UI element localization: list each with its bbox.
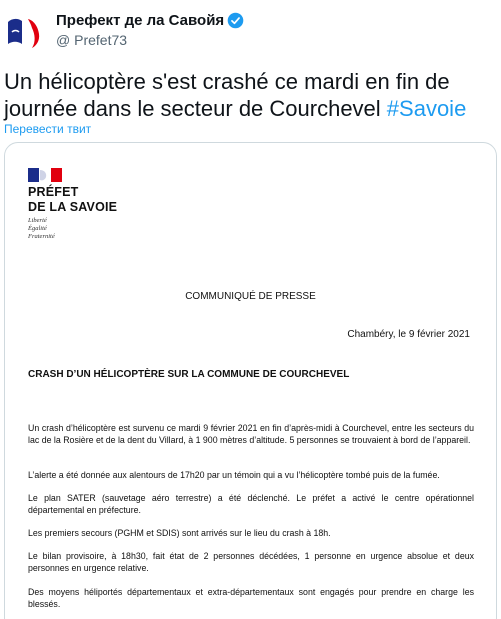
paragraph-6: Des moyens héliportés départementaux et extra-départementaux sont engagés pour prendre en charge les blessés. [28, 587, 474, 609]
prefecture-title-line1: PRÉFET [28, 185, 79, 199]
motto-fraternite: Fraternité [28, 233, 55, 240]
tweet-text [4, 68, 498, 122]
republic-motto [28, 217, 55, 241]
translate-tweet-link[interactable]: Перевести твит [4, 122, 92, 136]
press-release-document [5, 143, 496, 619]
avatar[interactable] [2, 8, 50, 56]
motto-egalite: Égalité [28, 225, 47, 232]
paragraph-3: Le plan SATER (sauvetage aéro terrestre) a été déclenché. Le préfet a activé le centre opérationnel départemental en préfecture. [28, 493, 474, 515]
prefecture-title-line2: DE LA SAVOIE [28, 200, 118, 214]
tweet-text-body: Un hélicoptère s'est crashé ce mardi en fin de journée dans le secteur de Courchevel [4, 69, 450, 121]
paragraph-1: Un crash d’hélicoptère est survenu ce mardi 9 février 2021 en fin d’après-midi à Courchevel, entre les secteurs du lac de la Rosière et de la dent du Villard, à 1 900 mètres d’altitude. 5 personnes se trouvaient à bord de l’appareil. [28, 423, 474, 445]
hashtag-link[interactable]: #Savoie [386, 96, 467, 121]
display-name[interactable]: Префект де ла Савойя [56, 12, 225, 29]
account-handle[interactable]: @ Prefet73 [56, 32, 128, 48]
communique-label: COMMUNIQUÉ DE PRESSE [185, 291, 316, 302]
paragraph-5: Le bilan provisoire, à 18h30, fait état de 2 personnes décédées, 1 personne en urgence absolue et deux personnes en urgence relative. [28, 551, 474, 573]
prefecture-title [28, 185, 117, 215]
paragraph-2: L’alerte a été donnée aux alentours de 17h20 par un témoin qui a vu l’hélicoptère tombé puis de la fumée. [28, 470, 440, 480]
prefecture-logo-icon [2, 8, 50, 56]
tweet-header [0, 0, 501, 60]
document-date: Chambéry, le 9 février 2021 [347, 329, 470, 340]
marianne-flag-icon [28, 168, 62, 182]
document-heading: CRASH D’UN HÉLICOPTÈRE SUR LA COMMUNE DE COURCHEVEL [28, 369, 350, 380]
motto-liberte: Liberté [28, 217, 47, 224]
paragraph-4: Les premiers secours (PGHM et SDIS) sont arrivés sur le lieu du crash à 18h. [28, 528, 331, 538]
verified-badge-icon [227, 12, 244, 29]
attached-image[interactable] [4, 142, 497, 619]
